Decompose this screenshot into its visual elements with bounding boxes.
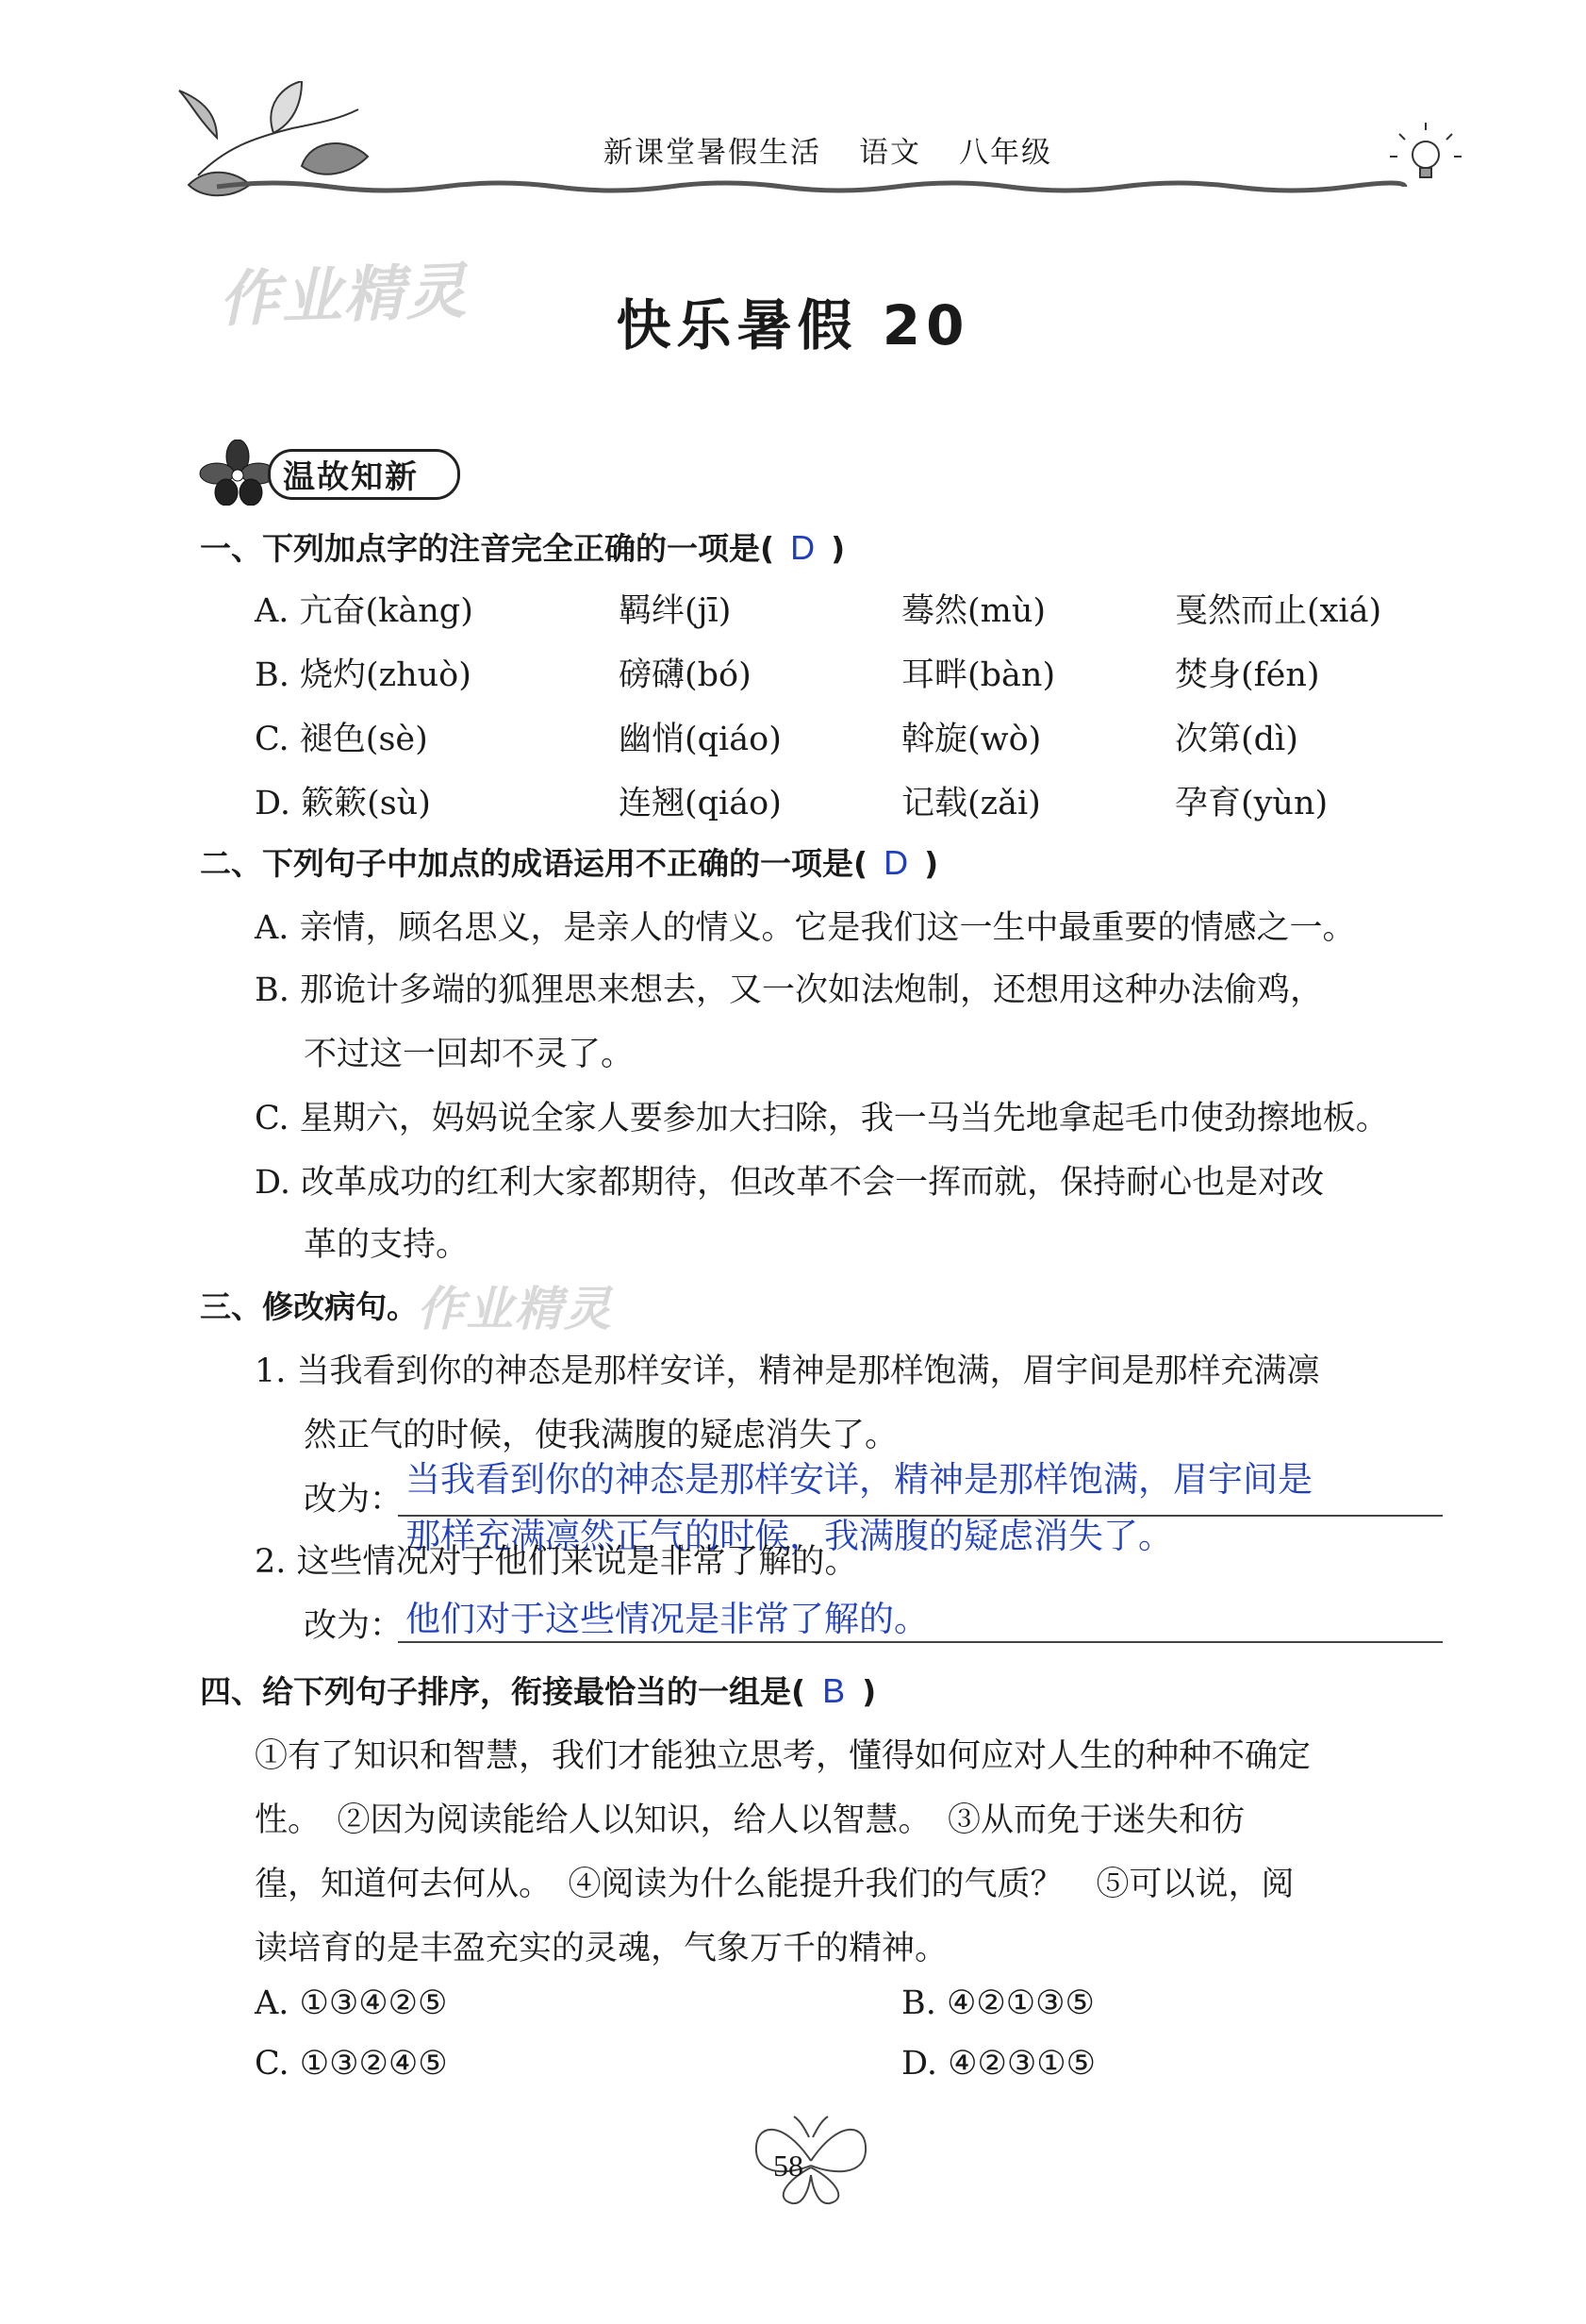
- header-rule: [217, 183, 1405, 191]
- q4-option-d: D. ④②③①⑤: [901, 2045, 1096, 2083]
- q1-opt-c4: 次第(dì): [1175, 721, 1298, 758]
- q2-close: ): [924, 845, 939, 882]
- section-label: 温故知新: [283, 458, 419, 496]
- q1-opt-c1: C. 褪色(sè): [255, 721, 428, 758]
- section-badge: [196, 445, 470, 500]
- q4-option-a: A. ①③④②⑤: [255, 1984, 448, 2022]
- q1-opt-b4: 焚身(fén): [1175, 656, 1320, 694]
- q1-opt-d2: 连翘(qiáo): [619, 785, 782, 822]
- q4-option-b: B. ④②①③⑤: [901, 1984, 1095, 2022]
- q4-line-1: ①有了知识和智慧，我们才能独立思考，懂得如何应对人生的种种不确定: [255, 1737, 1312, 1775]
- q3-fix2-rule: [398, 1641, 1443, 1643]
- header-title: [603, 128, 1052, 171]
- q2-stem-text: 二、下列句子中加点的成语运用不正确的一项是(: [200, 845, 868, 882]
- q3-stem: 三、修改病句。: [200, 1288, 418, 1325]
- watermark-2: 作业精灵: [417, 1282, 613, 1336]
- page-number: 58: [773, 2149, 803, 2183]
- q3-item1-line1: 1. 当我看到你的神态是那样安详，精神是那样饱满，眉宇间是那样充满凛: [255, 1353, 1320, 1390]
- q1-opt-a4: 戛然而止(xiá): [1175, 592, 1382, 630]
- q1-opt-d3: 记载(zǎi): [901, 785, 1041, 822]
- q2-line-d2: 革的支持。: [304, 1226, 470, 1264]
- q2-line-c: C. 星期六，妈妈说全家人要参加大扫除，我一马当先地拿起毛巾使劲擦地板。: [255, 1100, 1389, 1137]
- q1-opt-b2: 磅礴(bó): [619, 656, 752, 694]
- q1-stem: [200, 524, 845, 569]
- q1-opt-b1: B. 烧灼(zhuò): [255, 656, 471, 694]
- q4-option-c: C. ①③②④⑤: [255, 2045, 448, 2083]
- q4-answer: B: [822, 1671, 846, 1710]
- q4-line-3: 徨，知道何去何从。 ④阅读为什么能提升我们的气质？ ⑤可以说，阅: [255, 1866, 1295, 1903]
- q2-line-a: A. 亲情，顾名思义，是亲人的情义。它是我们这一生中最重要的情感之一。: [255, 909, 1356, 947]
- q2-line-b: B. 那诡计多端的狐狸思来想去，又一次如法炮制，还想用这种办法偷鸡，: [255, 971, 1323, 1009]
- q1-opt-d4: 孕育(yùn): [1175, 785, 1329, 822]
- q3-fix1-line1: 当我看到你的神态是那样安详，精神是那样饱满，眉宇间是: [405, 1459, 1313, 1500]
- butterfly-icon: [745, 2109, 877, 2213]
- q4-line-2: 性。 ②因为阅读能给人以知识，给人以智慧。 ③从而免于迷失和彷: [255, 1801, 1246, 1839]
- q2-stem: [200, 839, 938, 884]
- q1-opt-c3: 斡旋(wò): [901, 721, 1042, 758]
- header-book: 新课堂暑假生活: [603, 136, 821, 170]
- q4-close: ): [862, 1673, 877, 1710]
- q1-answer: D: [790, 528, 816, 567]
- q1-opt-c2: 幽悄(qiáo): [619, 721, 782, 758]
- q3-fix1-label: 改为：: [304, 1481, 404, 1519]
- q1-opt-a2: 羁绊(jī): [619, 592, 732, 630]
- q3-item2: 2. 这些情况对于他们来说是非常了解的。: [255, 1543, 858, 1581]
- q1-opt-b3: 耳畔(bàn): [901, 656, 1056, 694]
- lightbulb-icon: [1390, 123, 1462, 177]
- q1-stem-text: 一、下列加点字的注音完全正确的一项是(: [200, 530, 775, 567]
- page-title: 快乐暑假 20: [616, 293, 970, 357]
- q2-answer: D: [884, 843, 909, 882]
- q3-fix2: 他们对于这些情况是非常了解的。: [405, 1599, 929, 1639]
- leaf-branch-icon: [179, 81, 368, 195]
- q1-opt-a1: A. 亢奋(kàng): [255, 592, 473, 630]
- q2-line-b2: 不过这一回却不灵了。: [304, 1036, 635, 1073]
- q2-line-d: D. 改革成功的红利大家都期待，但改革不会一挥而就，保持耐心也是对改: [255, 1164, 1325, 1202]
- q4-stem-text: 四、给下列句子排序，衔接最恰当的一组是(: [200, 1673, 806, 1710]
- header-grade: 八年级: [959, 136, 1052, 170]
- header-subject: 语文: [859, 136, 921, 170]
- q3-item1-line2: 然正气的时候，使我满腹的疑虑消失了。: [304, 1417, 899, 1454]
- q1-opt-a3: 蓦然(mù): [901, 592, 1047, 630]
- q1-opt-d1: D. 簌簌(sù): [255, 785, 431, 822]
- q3-fix1-rule: [398, 1515, 1443, 1517]
- q3-fix1-line2: 那样充满凛然正气的时候，我满腹的疑虑消失了。: [405, 1516, 1173, 1556]
- watermark: 作业精灵: [217, 257, 470, 336]
- q4-stem: [200, 1668, 876, 1712]
- q4-line-4: 读培育的是丰盈充实的灵魂，气象万千的精神。: [255, 1930, 949, 1967]
- q3-fix2-label: 改为：: [304, 1607, 404, 1645]
- q1-close: ): [831, 530, 846, 567]
